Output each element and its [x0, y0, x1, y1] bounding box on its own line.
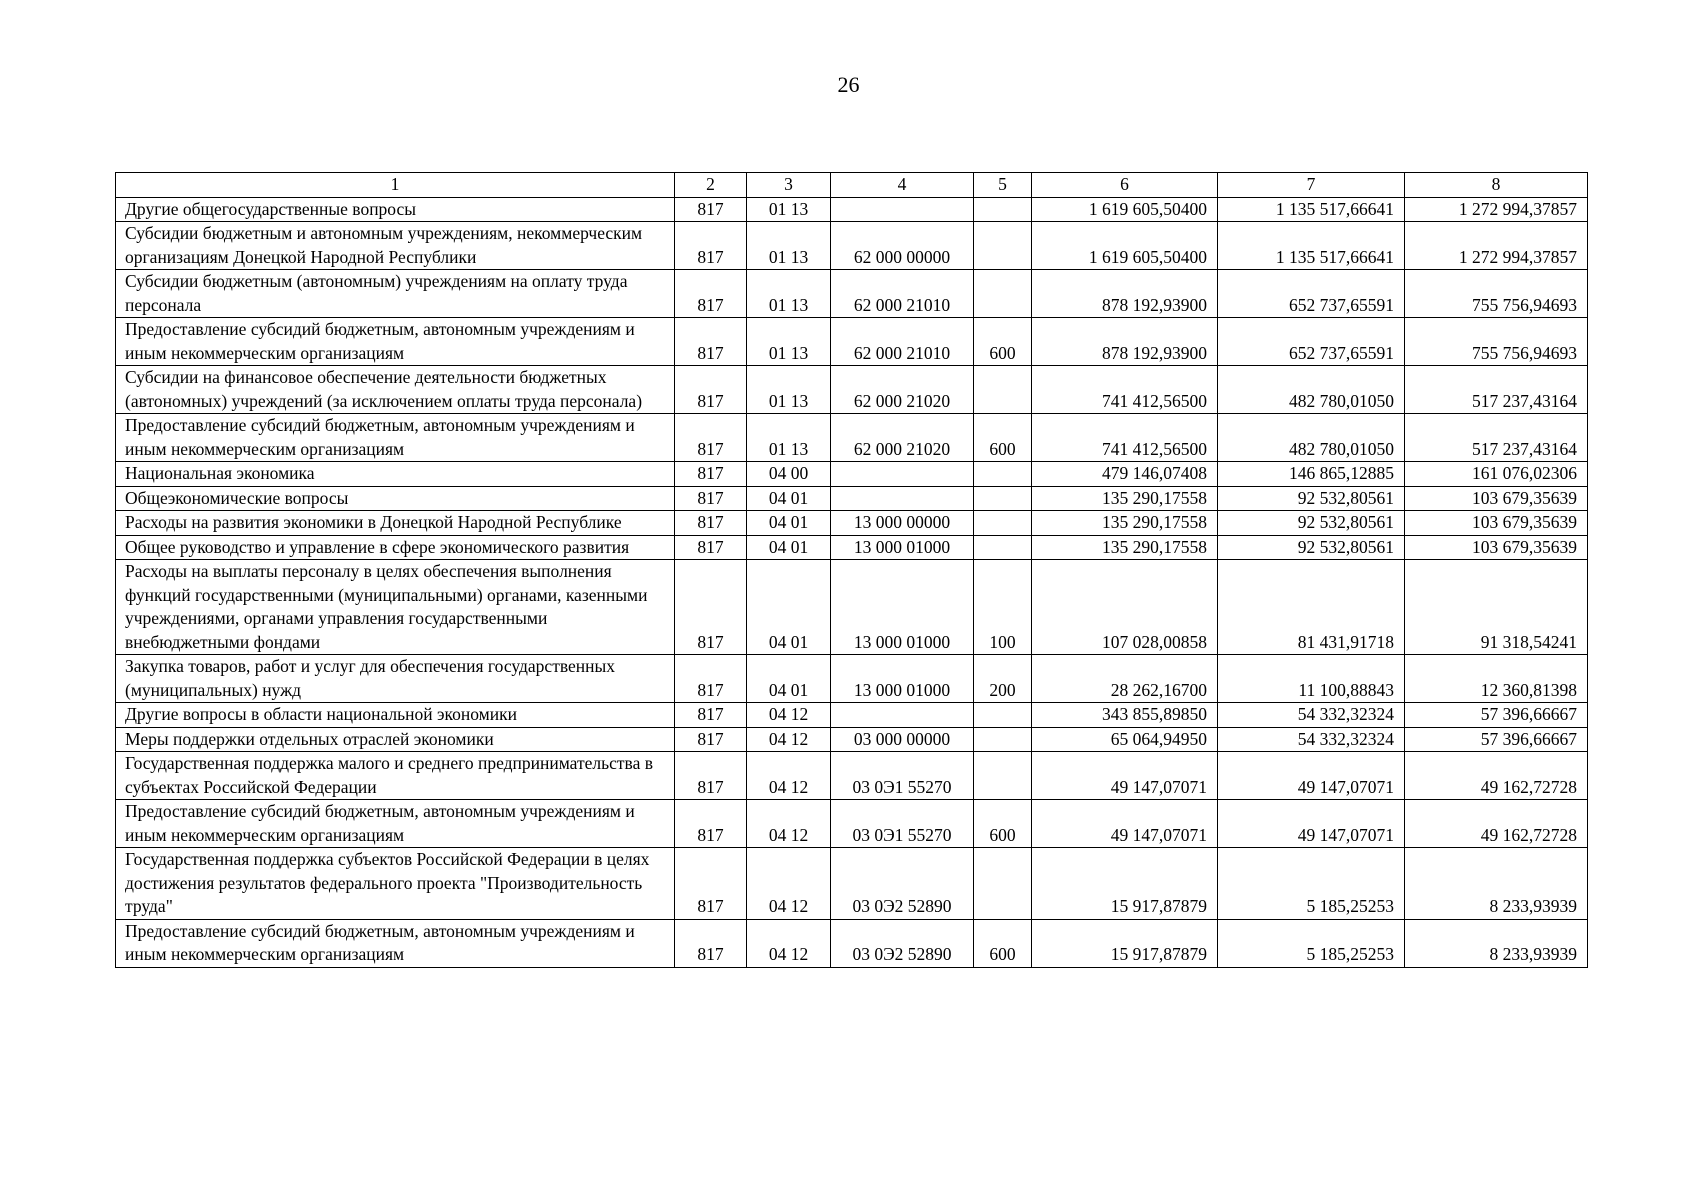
row-amount-col6-cell: 479 146,07408: [1032, 462, 1218, 487]
row-expense-type-cell: 600: [974, 919, 1032, 967]
row-section-code-cell: 04 12: [747, 752, 831, 800]
table-row: [116, 800, 1588, 848]
row-target-code-cell: 62 000 21020: [831, 414, 974, 462]
budget-table: [115, 172, 1588, 968]
row-amount-col7-cell: 652 737,65591: [1218, 270, 1405, 318]
row-target-code-cell: 03 0Э1 55270: [831, 800, 974, 848]
row-target-code-cell: 03 0Э2 52890: [831, 919, 974, 967]
row-name-cell: Субсидии бюджетным и автономным учреждениям, некоммерческим организациям Донецкой Народной Республики: [116, 222, 675, 270]
row-section-code-cell: 04 12: [747, 727, 831, 752]
row-name-cell: Предоставление субсидий бюджетным, автономным учреждениям и иным некоммерческим организациям: [116, 318, 675, 366]
row-section-code-cell: 01 13: [747, 366, 831, 414]
header-cell-8: 8: [1405, 173, 1588, 198]
row-chapter-code-cell: 817: [675, 800, 747, 848]
row-chapter-code-cell: 817: [675, 727, 747, 752]
row-name-cell: Предоставление субсидий бюджетным, автономным учреждениям и иным некоммерческим организациям: [116, 414, 675, 462]
table-row: [116, 919, 1588, 967]
row-chapter-code-cell: 817: [675, 462, 747, 487]
row-section-code-cell: 04 01: [747, 655, 831, 703]
row-amount-col7-cell: 92 532,80561: [1218, 511, 1405, 536]
row-target-code-cell: 13 000 01000: [831, 560, 974, 655]
table-row: [116, 197, 1588, 222]
row-amount-col6-cell: 107 028,00858: [1032, 560, 1218, 655]
header-cell-7: 7: [1218, 173, 1405, 198]
row-amount-col6-cell: 49 147,07071: [1032, 752, 1218, 800]
row-expense-type-cell: 200: [974, 655, 1032, 703]
row-chapter-code-cell: 817: [675, 486, 747, 511]
row-expense-type-cell: [974, 222, 1032, 270]
row-amount-col7-cell: 49 147,07071: [1218, 752, 1405, 800]
table-row: [116, 270, 1588, 318]
row-target-code-cell: 13 000 01000: [831, 535, 974, 560]
row-amount-col8-cell: 49 162,72728: [1405, 752, 1588, 800]
row-chapter-code-cell: 817: [675, 560, 747, 655]
row-expense-type-cell: [974, 486, 1032, 511]
table-row: [116, 222, 1588, 270]
row-chapter-code-cell: 817: [675, 752, 747, 800]
row-target-code-cell: [831, 703, 974, 728]
row-name-cell: Расходы на выплаты персоналу в целях обеспечения выполнения функций государственными (муниципальными) органами, казенными учреждениями, органами управления государственными внебюджетными фондами: [116, 560, 675, 655]
row-name-cell: Предоставление субсидий бюджетным, автономным учреждениям и иным некоммерческим организациям: [116, 800, 675, 848]
row-expense-type-cell: [974, 366, 1032, 414]
row-name-cell: Другие общегосударственные вопросы: [116, 197, 675, 222]
row-name-cell: Субсидии на финансовое обеспечение деятельности бюджетных (автономных) учреждений (за исключением оплаты труда персонала): [116, 366, 675, 414]
row-target-code-cell: 03 0Э1 55270: [831, 752, 974, 800]
row-amount-col7-cell: 54 332,32324: [1218, 703, 1405, 728]
row-section-code-cell: 01 13: [747, 270, 831, 318]
row-name-cell: Субсидии бюджетным (автономным) учреждениям на оплату труда персонала: [116, 270, 675, 318]
table-row: [116, 511, 1588, 536]
table-row: [116, 703, 1588, 728]
row-section-code-cell: 04 01: [747, 535, 831, 560]
table-row: [116, 366, 1588, 414]
header-cell-3: 3: [747, 173, 831, 198]
row-amount-col8-cell: 57 396,66667: [1405, 727, 1588, 752]
row-amount-col8-cell: 517 237,43164: [1405, 414, 1588, 462]
row-amount-col7-cell: 482 780,01050: [1218, 366, 1405, 414]
row-amount-col7-cell: 92 532,80561: [1218, 535, 1405, 560]
row-amount-col8-cell: 517 237,43164: [1405, 366, 1588, 414]
table-row: [116, 462, 1588, 487]
row-amount-col8-cell: 755 756,94693: [1405, 270, 1588, 318]
row-chapter-code-cell: 817: [675, 414, 747, 462]
row-amount-col8-cell: 103 679,35639: [1405, 511, 1588, 536]
row-expense-type-cell: [974, 197, 1032, 222]
row-amount-col7-cell: 5 185,25253: [1218, 848, 1405, 920]
row-amount-col6-cell: 135 290,17558: [1032, 535, 1218, 560]
row-amount-col7-cell: 482 780,01050: [1218, 414, 1405, 462]
row-section-code-cell: 01 13: [747, 414, 831, 462]
table-header-row: [116, 173, 1588, 198]
table-row: [116, 535, 1588, 560]
row-amount-col6-cell: 135 290,17558: [1032, 511, 1218, 536]
row-chapter-code-cell: 817: [675, 366, 747, 414]
row-amount-col6-cell: 741 412,56500: [1032, 366, 1218, 414]
row-target-code-cell: 03 0Э2 52890: [831, 848, 974, 920]
row-chapter-code-cell: 817: [675, 222, 747, 270]
row-expense-type-cell: 600: [974, 414, 1032, 462]
row-name-cell: Национальная экономика: [116, 462, 675, 487]
row-amount-col8-cell: 161 076,02306: [1405, 462, 1588, 487]
row-amount-col6-cell: 15 917,87879: [1032, 848, 1218, 920]
row-name-cell: Общеэкономические вопросы: [116, 486, 675, 511]
header-cell-4: 4: [831, 173, 974, 198]
row-expense-type-cell: [974, 752, 1032, 800]
row-target-code-cell: 62 000 21020: [831, 366, 974, 414]
row-chapter-code-cell: 817: [675, 270, 747, 318]
row-expense-type-cell: 100: [974, 560, 1032, 655]
row-section-code-cell: 01 13: [747, 222, 831, 270]
row-amount-col8-cell: 49 162,72728: [1405, 800, 1588, 848]
row-target-code-cell: [831, 462, 974, 487]
row-amount-col6-cell: 135 290,17558: [1032, 486, 1218, 511]
row-amount-col7-cell: 92 532,80561: [1218, 486, 1405, 511]
row-target-code-cell: 13 000 00000: [831, 511, 974, 536]
table-row: [116, 655, 1588, 703]
row-amount-col8-cell: 12 360,81398: [1405, 655, 1588, 703]
row-amount-col6-cell: 15 917,87879: [1032, 919, 1218, 967]
row-amount-col6-cell: 65 064,94950: [1032, 727, 1218, 752]
header-cell-5: 5: [974, 173, 1032, 198]
row-amount-col6-cell: 1 619 605,50400: [1032, 222, 1218, 270]
row-expense-type-cell: 600: [974, 800, 1032, 848]
row-section-code-cell: 04 12: [747, 848, 831, 920]
row-amount-col7-cell: 5 185,25253: [1218, 919, 1405, 967]
row-chapter-code-cell: 817: [675, 511, 747, 536]
row-amount-col8-cell: 1 272 994,37857: [1405, 222, 1588, 270]
table-row: [116, 560, 1588, 655]
row-amount-col8-cell: 1 272 994,37857: [1405, 197, 1588, 222]
row-amount-col8-cell: 8 233,93939: [1405, 919, 1588, 967]
row-section-code-cell: 04 01: [747, 511, 831, 536]
row-section-code-cell: 04 00: [747, 462, 831, 487]
row-name-cell: Другие вопросы в области национальной экономики: [116, 703, 675, 728]
row-expense-type-cell: [974, 511, 1032, 536]
row-target-code-cell: 13 000 01000: [831, 655, 974, 703]
row-target-code-cell: [831, 197, 974, 222]
row-amount-col7-cell: 146 865,12885: [1218, 462, 1405, 487]
row-amount-col6-cell: 878 192,93900: [1032, 270, 1218, 318]
row-expense-type-cell: [974, 703, 1032, 728]
row-expense-type-cell: [974, 462, 1032, 487]
row-name-cell: Государственная поддержка субъектов Российской Федерации в целях достижения результатов федерального проекта "Производительность труда": [116, 848, 675, 920]
row-name-cell: Общее руководство и управление в сфере экономического развития: [116, 535, 675, 560]
row-expense-type-cell: [974, 848, 1032, 920]
row-expense-type-cell: [974, 727, 1032, 752]
row-amount-col6-cell: 741 412,56500: [1032, 414, 1218, 462]
row-chapter-code-cell: 817: [675, 655, 747, 703]
row-name-cell: Предоставление субсидий бюджетным, автономным учреждениям и иным некоммерческим организациям: [116, 919, 675, 967]
table-row: [116, 848, 1588, 920]
page-number: 26: [837, 72, 860, 97]
row-amount-col6-cell: 343 855,89850: [1032, 703, 1218, 728]
row-section-code-cell: 04 01: [747, 560, 831, 655]
row-amount-col7-cell: 652 737,65591: [1218, 318, 1405, 366]
row-target-code-cell: 62 000 21010: [831, 318, 974, 366]
row-amount-col7-cell: 54 332,32324: [1218, 727, 1405, 752]
row-section-code-cell: 01 13: [747, 197, 831, 222]
row-amount-col7-cell: 1 135 517,66641: [1218, 222, 1405, 270]
budget-table-body: [116, 173, 1588, 968]
row-chapter-code-cell: 817: [675, 703, 747, 728]
row-amount-col8-cell: 755 756,94693: [1405, 318, 1588, 366]
row-chapter-code-cell: 817: [675, 318, 747, 366]
row-chapter-code-cell: 817: [675, 848, 747, 920]
row-amount-col7-cell: 49 147,07071: [1218, 800, 1405, 848]
row-amount-col8-cell: 103 679,35639: [1405, 535, 1588, 560]
header-cell-2: 2: [675, 173, 747, 198]
table-row: [116, 486, 1588, 511]
row-chapter-code-cell: 817: [675, 197, 747, 222]
row-amount-col8-cell: 57 396,66667: [1405, 703, 1588, 728]
row-target-code-cell: 62 000 21010: [831, 270, 974, 318]
row-name-cell: Расходы на развития экономики в Донецкой Народной Республике: [116, 511, 675, 536]
row-target-code-cell: 03 000 00000: [831, 727, 974, 752]
row-amount-col6-cell: 28 262,16700: [1032, 655, 1218, 703]
row-section-code-cell: 01 13: [747, 318, 831, 366]
table-row: [116, 414, 1588, 462]
row-amount-col7-cell: 81 431,91718: [1218, 560, 1405, 655]
row-chapter-code-cell: 817: [675, 535, 747, 560]
row-name-cell: Закупка товаров, работ и услуг для обеспечения государственных (муниципальных) нужд: [116, 655, 675, 703]
row-section-code-cell: 04 12: [747, 703, 831, 728]
row-chapter-code-cell: 817: [675, 919, 747, 967]
row-section-code-cell: 04 01: [747, 486, 831, 511]
row-expense-type-cell: 600: [974, 318, 1032, 366]
row-amount-col7-cell: 11 100,88843: [1218, 655, 1405, 703]
row-target-code-cell: [831, 486, 974, 511]
header-cell-6: 6: [1032, 173, 1218, 198]
row-name-cell: Государственная поддержка малого и среднего предпринимательства в субъектах Российской Федерации: [116, 752, 675, 800]
row-target-code-cell: 62 000 00000: [831, 222, 974, 270]
row-section-code-cell: 04 12: [747, 800, 831, 848]
row-amount-col8-cell: 91 318,54241: [1405, 560, 1588, 655]
row-amount-col6-cell: 49 147,07071: [1032, 800, 1218, 848]
row-amount-col6-cell: 878 192,93900: [1032, 318, 1218, 366]
table-row: [116, 318, 1588, 366]
row-amount-col7-cell: 1 135 517,66641: [1218, 197, 1405, 222]
row-section-code-cell: 04 12: [747, 919, 831, 967]
row-amount-col8-cell: 8 233,93939: [1405, 848, 1588, 920]
row-expense-type-cell: [974, 270, 1032, 318]
table-row: [116, 727, 1588, 752]
table-row: [116, 752, 1588, 800]
row-amount-col8-cell: 103 679,35639: [1405, 486, 1588, 511]
row-name-cell: Меры поддержки отдельных отраслей экономики: [116, 727, 675, 752]
row-expense-type-cell: [974, 535, 1032, 560]
row-amount-col6-cell: 1 619 605,50400: [1032, 197, 1218, 222]
header-cell-1: 1: [116, 173, 675, 198]
